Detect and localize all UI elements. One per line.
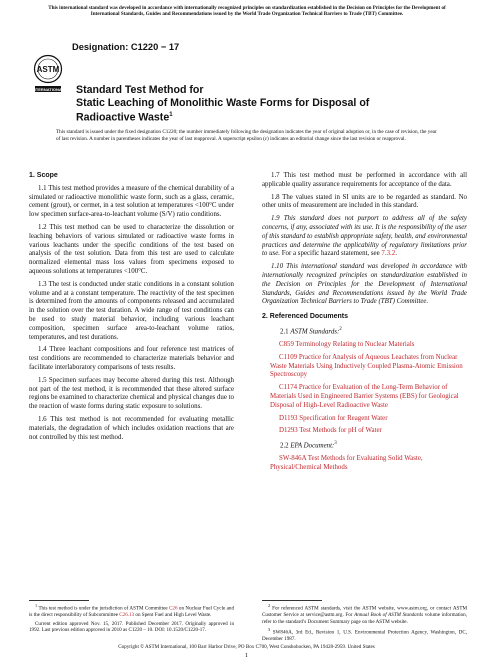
footnote-edition: Current edition approved Nov. 15, 2017. Published December 2017. Originally approved in 1992. Last previous edition approved in 2010 as C1220 – 10. DOI: 10.1520/C1220-17.: [29, 620, 234, 634]
astm-reference-title[interactable]: Terminology Relating to Nuclear Materials: [293, 341, 415, 349]
astm-reference-list: [262, 341, 467, 436]
astm-reference-item[interactable]: [262, 415, 467, 424]
astm-logo-icon: [32, 54, 64, 98]
title-line-1: Standard Test Method for: [76, 84, 204, 96]
astm-reference-title[interactable]: Test Methods for pH of Water: [297, 427, 382, 435]
epa-reference-list: [262, 455, 467, 473]
astm-reference-item[interactable]: [262, 354, 467, 380]
right-column: [262, 172, 467, 477]
scope-heading: 1. Scope: [29, 172, 58, 179]
logo-text: INTERNATIONAL: [32, 86, 64, 92]
footnote-2: $^2$ For referenced ASTM standards, visit the ASTM website, www.astm.org, or contact ASTM Customer Service at service@astm.org. For Annual Book of ASTM Standards volume information, refer to the standard’s Document Summary page on the ASTM website.: [262, 603, 467, 625]
footnotes-right: [262, 603, 467, 645]
astm-reference-code[interactable]: C1174: [279, 384, 298, 392]
scope-paragraph-1-1: 1.1 This test method provides a measure of the chemical durability of a simulated or radioactive monolithic waste form, such as a glass, ceramic, cement (grout), or cermet, in a test solution at temperatures <100°C under low specimen surface-area-to-leachant volume (S/V) ratio conditions.: [29, 184, 235, 219]
astm-reference-title[interactable]: Practice for Evaluation of the Long-Term Behavior of Materials Used in Engineered Barrier Systems (EBS) for Geological Disposal of High-Level Radioactive Waste: [270, 384, 459, 409]
subcommittee-c26-13-link[interactable]: C26.13: [119, 612, 135, 619]
epa-document-heading: 2.2 EPA Document:$^3$: [280, 441, 337, 450]
designation: Designation: C1220 − 17: [72, 42, 180, 52]
scope-paragraph-1-2: 1.2 This test method can be used to characterize the dissolution or leaching behaviors of various simulated or radioactive waste forms in various leachants under the specific conditions of the test based on analysis of the test solution. Data from this test are used to calculate normalized elemental mass loss values from specimens exposed to aqueous solutions at temperatures <100°C.: [29, 223, 234, 275]
standard-issuance-note: This standard is issued under the fixed designation C1220; the number immediately following the designation indicates the year of original adoption or, in the case of revision, the year of last revision. A number in parentheses indicates the year of last reapproval. A superscript epsilon (ε) indicates an editorial change since the last revision or reapproval.: [56, 129, 437, 142]
footnote-1: $^1$ This test method is under the jurisdiction of ASTM Committee C26 on Nuclear Fuel Cycle and is the direct responsibility of Subcommittee C26.13 on Spent Fuel and High Level Waste.: [29, 603, 234, 619]
title-line-2: Static Leaching of Monolithic Waste Forms for Disposal of: [76, 96, 370, 109]
astm-reference-code[interactable]: C859: [279, 341, 294, 349]
title-line-3: Radioactive Waste$^1$: [76, 111, 173, 124]
astm-reference-item[interactable]: [262, 341, 467, 350]
astm-reference-title[interactable]: Specification for Reagent Water: [297, 414, 388, 422]
epa-reference-code[interactable]: SW-846A: [279, 455, 307, 463]
referenced-documents-heading: 2. Referenced Documents: [262, 313, 348, 321]
scope-paragraph-1-5: 1.5 Specimen surfaces may become altered during this test. Although not part of the test method, it is recommended that these altered surface regions be examined to characterize chemical and physical changes due to the reaction of waste forms during static exposure to solutions.: [29, 376, 234, 411]
scope-paragraph-1-7: 1.7 This test method must be performed in accordance with all applicable quality assurance requirements for acceptance of the data.: [262, 172, 467, 188]
astm-reference-item[interactable]: [262, 384, 467, 410]
title-footnote-mark: 1: [169, 112, 173, 118]
footnote-divider-right: [262, 600, 322, 601]
astm-reference-title[interactable]: Practice for Analysis of Aqueous Leachates from Nuclear Waste Materials Using Inductively Coupled Plasma-Atomic Emission Spectroscopy: [270, 353, 463, 379]
document-title: [76, 84, 436, 124]
hazard-section-link[interactable]: 7.3.2: [381, 250, 396, 258]
footnotes-left: [29, 603, 234, 636]
committee-c26-link[interactable]: C26: [169, 605, 178, 612]
footnote-divider-left: [29, 600, 89, 601]
astm-reference-code[interactable]: C1109: [279, 353, 298, 361]
scope-paragraph-1-9: 1.9 This standard does not purport to address all of the safety concerns, if any, associated with its use. It is the responsibility of the user of this standard to establish appropriate safety, health, and environmental practices and determine the applicability of regulatory limitations prior to use. For a specific hazard statement, see 7.3.2.: [262, 215, 467, 258]
footnote-3: $^3$ SW846A, 3rd Ed., Revision 1, U.S. Environmental Protection Agency, Washington, DC, December 1987.: [262, 627, 467, 643]
page-number: 1: [244, 652, 249, 659]
scope-paragraph-1-3: 1.3 The test is conducted under static conditions in a constant solution volume and at a constant temperature. The reactivity of the test specimen is determined from the amounts of components released and accumulated in the solution over the test duration. A wide range of test conditions can be used to study material behavior, including various leachant composition, specimen surface area-to-leachant volume ratios, temperatures, and test durations.: [29, 280, 234, 341]
scope-paragraph-1-8: 1.8 The values stated in SI units are to be regarded as standard. No other units of measurement are included in this standard.: [262, 193, 467, 210]
scope-paragraph-1-10: 1.10 This international standard was developed in accordance with internationally recognized principles on standardization established in the Decision on Principles for the Development of International Standards, Guides and Recommendations issued by the World Trade Organization Technical Barriers to Trade (TBT) Committee.: [262, 263, 467, 306]
epa-reference-item[interactable]: [262, 455, 467, 473]
epa-reference-title[interactable]: Test Methods for Evaluating Solid Waste, Physical/Chemical Methods: [270, 455, 423, 472]
left-column: [29, 172, 234, 446]
astm-reference-code[interactable]: D1293: [279, 427, 298, 435]
international-standard-notice: This international standard was developed in accordance with internationally recognized principles on standardization established in the Decision on Principles for the Development of International Standards, Guides and Recommendations issued by the World Trade Organization Technical Barriers to Trade (TBT) Committee.: [48, 5, 446, 18]
scope-paragraph-1-6: 1.6 This test method is not recommended for evaluating metallic materials, the degradation of which includes oxidation reactions that are not controlled by this test method.: [29, 415, 234, 441]
astm-reference-code[interactable]: D1193: [279, 414, 298, 422]
svg-text:ASTM: ASTM: [36, 65, 60, 74]
scope-paragraph-1-4: 1.4 Three leachant compositions and four reference test matrices of test conditions are recommended to characterize materials behavior and facilitate interlaboratory comparisons of tests results.: [29, 346, 234, 371]
astm-standards-heading: 2.1 ASTM Standards:$^2$: [280, 326, 342, 336]
copyright-line: Copyright © ASTM International, 100 Barr Harbor Drive, PO Box C700, West Conshohocken, PA 19428-2959. United States: [118, 644, 375, 650]
astm-reference-item[interactable]: [262, 427, 467, 436]
